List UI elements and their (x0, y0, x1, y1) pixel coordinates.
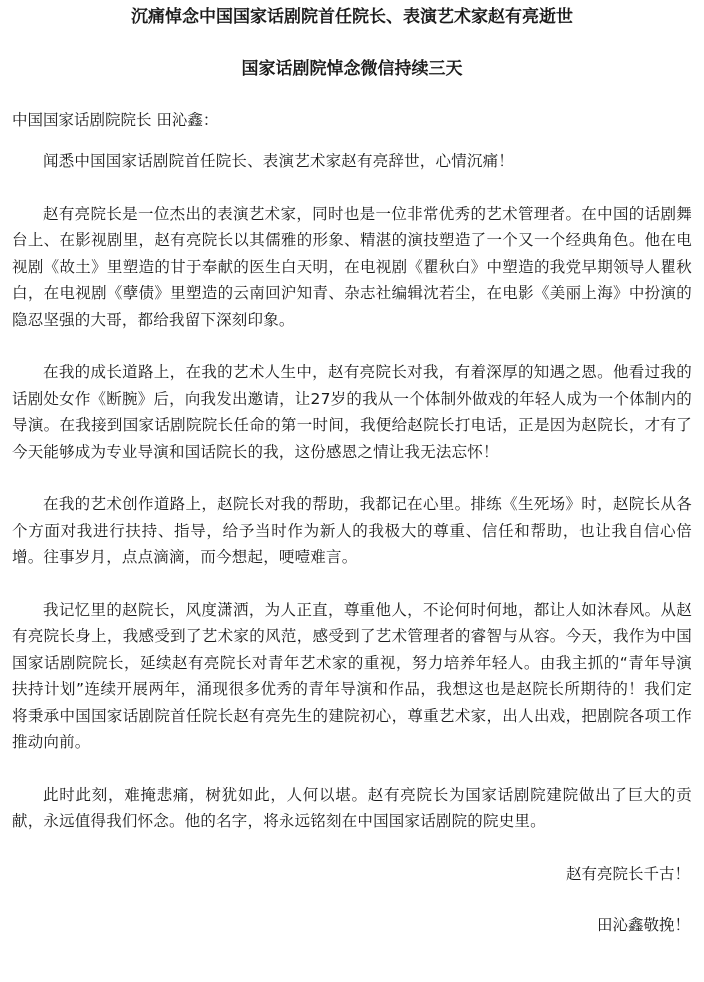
closing-line: 赵有亮院长千古！ (565, 864, 690, 883)
article-title: 沉痛悼念中国国家话剧院首任院长、表演艺术家赵有亮逝世 (131, 7, 573, 27)
paragraph-2: 赵有亮院长是一位杰出的表演艺术家，同时也是一位非常优秀的艺术管理者。在中国的话剧舞台上、在影视剧里，赵有亮院长以其儒雅的形象、精湛的演技塑造了一个又一个经典角色。他在电视剧《故土》里塑造的甘于奉献的医生白天明，在电视剧《瞿秋白》中塑造的我党早期领导人瞿秋白，在电视剧《孽债》里塑造的云南回沪知青、杂志社编辑沈若尘，在电影《美丽上海》中扮演的隐忍坚强的大哥，都给我留下深刻印象。 (12, 204, 692, 329)
article-subtitle: 国家话剧院悼念微信持续三天 (241, 59, 463, 79)
paragraph-4: 在我的艺术创作道路上，赵院长对我的帮助，我都记在心里。排练《生死场》时，赵院长从各个方面对我进行扶持、指导，给予当时作为新人的我极大的尊重、信任和帮助，也让我自信心倍增。往事岁月，点点滴滴，而今想起，哽噎难言。 (12, 495, 692, 566)
paragraph-1: 闻悉中国国家话剧院首任院长、表演艺术家赵有亮辞世，心情沉痛！ (43, 152, 515, 170)
paragraph-5: 我记忆里的赵院长，风度潇洒，为人正直，尊重他人，不论何时何地，都让人如沐春风。从赵有亮院长身上，我感受到了艺术家的风范，感受到了艺术管理者的睿智与从容。今天，我作为中国国家话剧院院长，延续赵有亮院长对青年艺术家的重视，努力培养年轻人。由我主抓的“青年导演扶持计划”连续开展两年，涌现很多优秀的青年导演和作品，我想这也是赵院长所期待的！我们定将秉承中国国家话剧院首任院长赵有亮先生的建院初心，尊重艺术家，出人出戏，把剧院各项工作推动向前。 (12, 600, 692, 751)
paragraph-6: 此时此刻，难掩悲痛，树犹如此，人何以堪。赵有亮院长为国家话剧院建院做出了巨大的贡献，永远值得我们怀念。他的名字，将永远铭刻在中国国家话剧院的院史里。 (12, 785, 692, 830)
paragraph-3: 在我的成长道路上，在我的艺术人生中，赵有亮院长对我，有着深厚的知遇之恩。他看过我的话剧处女作《断腕》后，向我发出邀请，让27岁的我从一个体制外做戏的年轻人成为一个体制内的导演。在我接到国家话剧院院长任命的第一时间，我便给赵院长打电话，正是因为赵院长，才有了今天能够成为专业导演和国话院长的我，这份感恩之情让我无法忘怀！ (12, 363, 692, 461)
salutation: 中国国家话剧院院长 田沁鑫： (12, 111, 219, 129)
signature: 田沁鑫敬挽！ (596, 915, 690, 934)
